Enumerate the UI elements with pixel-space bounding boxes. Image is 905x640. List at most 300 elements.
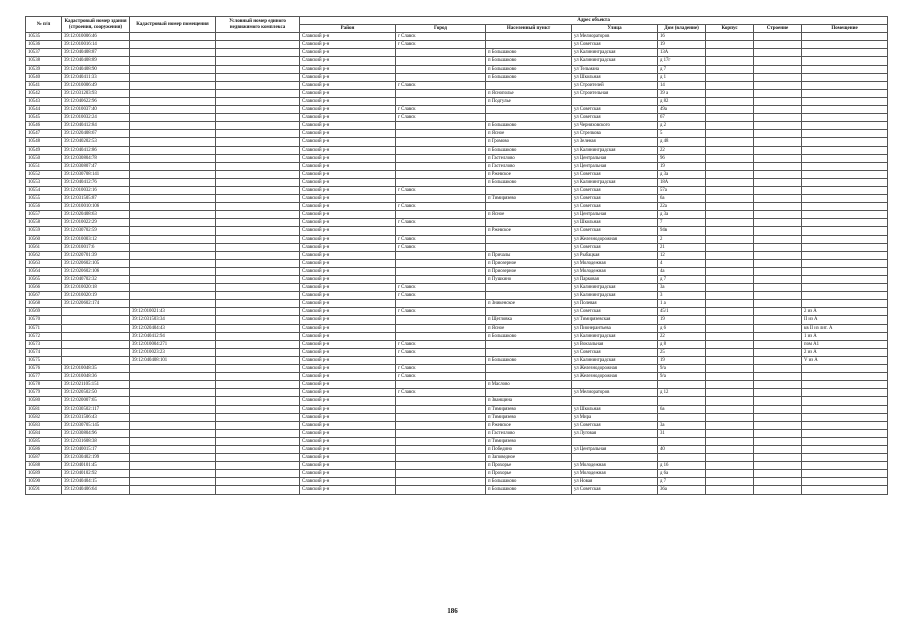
cell-street: ул Тельмана [572,65,658,73]
cell-complex-number [216,300,300,308]
cell-corpus [706,219,754,227]
cell-house: 7 [658,219,706,227]
table-row [26,470,888,478]
cell-district: Славский р-н [300,114,396,122]
cell-settlement: п Приозерное [486,267,572,275]
cell-room-cadastral [130,292,216,300]
cell-structure [754,219,802,227]
cell-city [396,316,486,324]
cell-settlement [486,33,572,41]
cell-city: г Славск [396,243,486,251]
table-row [26,259,888,267]
cell-district: Славский р-н [300,162,396,170]
cell-room-cadastral [130,89,216,97]
cell-structure [754,65,802,73]
cell-district: Славский р-н [300,219,396,227]
cell-house: 31 [658,429,706,437]
cell-house: д 6а [658,470,706,478]
cell-corpus [706,324,754,332]
cell-corpus [706,389,754,397]
cell-row-num: 10563 [26,259,62,267]
cell-corpus [706,73,754,81]
cell-district: Славский р-н [300,146,396,154]
cell-row-num: 10543 [26,97,62,105]
cell-row-num: 10542 [26,89,62,97]
cell-premise [802,389,888,397]
cell-row-num: 10553 [26,178,62,186]
cell-structure [754,130,802,138]
cell-room-cadastral [130,122,216,130]
cell-district: Славский р-н [300,49,396,57]
cell-street: ул Строителей [572,81,658,89]
cell-premise [802,195,888,203]
cell-building-cadastral: 39:12:010020:19 [62,292,130,300]
cell-row-num: 10564 [26,267,62,275]
cell-district: Славский р-н [300,389,396,397]
cell-house: 22 [658,146,706,154]
cell-row-num: 10555 [26,195,62,203]
cell-house: 19 [658,316,706,324]
cell-room-cadastral: 39:12:040408:101 [130,356,216,364]
table-row [26,138,888,146]
header-district: Район [300,25,396,33]
cell-corpus [706,122,754,130]
cell-complex-number [216,454,300,462]
cell-district: Славский р-н [300,259,396,267]
cell-building-cadastral: 39:12:020602:105 [62,259,130,267]
cell-district: Славский р-н [300,421,396,429]
cell-city [396,478,486,486]
cell-structure [754,195,802,203]
cell-district: Славский р-н [300,33,396,41]
cell-district: Славский р-н [300,73,396,81]
cell-building-cadastral: 39:12:010006:46 [62,33,130,41]
table-row [26,267,888,275]
cell-room-cadastral [130,405,216,413]
cell-complex-number [216,437,300,445]
cell-city: г Славск [396,389,486,397]
cell-corpus [706,203,754,211]
cell-city [396,57,486,65]
cell-complex-number [216,33,300,41]
table-row [26,365,888,373]
cell-structure [754,170,802,178]
cell-building-cadastral: 39:12:010022:29 [62,219,130,227]
cell-complex-number [216,130,300,138]
cell-building-cadastral: 39:12:010017:6 [62,243,130,251]
cell-room-cadastral [130,437,216,445]
cell-district: Славский р-н [300,486,396,494]
cell-settlement [486,308,572,316]
cell-corpus [706,97,754,105]
cell-complex-number [216,251,300,259]
cell-structure [754,340,802,348]
cell-street: ул Зеленая [572,138,658,146]
cell-building-cadastral: 39:12:020408:63 [62,211,130,219]
cell-corpus [706,89,754,97]
cell-complex-number [216,405,300,413]
cell-room-cadastral: 39:12:010021:43 [130,308,216,316]
table-row [26,454,888,462]
cell-settlement [486,186,572,194]
cell-complex-number [216,73,300,81]
table-row [26,186,888,194]
cell-house: 21 [658,243,706,251]
cell-row-num: 10582 [26,413,62,421]
cell-building-cadastral [62,316,130,324]
cell-settlement: п Большаково [486,486,572,494]
cell-complex-number [216,154,300,162]
cell-complex-number [216,97,300,105]
cell-city: г Славск [396,373,486,381]
table-row [26,300,888,308]
table-row [26,437,888,445]
cell-house: 6а [658,405,706,413]
cell-district: Славский р-н [300,97,396,105]
cell-street: ул Калининградская [572,146,658,154]
cell-city [396,146,486,154]
cell-building-cadastral: 39:12:010020:18 [62,284,130,292]
cell-district: Славский р-н [300,138,396,146]
cell-settlement [486,389,572,397]
cell-room-cadastral [130,429,216,437]
cell-street: ул Советская [572,486,658,494]
cell-room-cadastral [130,41,216,49]
cell-structure [754,259,802,267]
cell-complex-number [216,235,300,243]
cell-corpus [706,57,754,65]
table-row [26,405,888,413]
cell-district: Славский р-н [300,122,396,130]
cell-structure [754,437,802,445]
cell-complex-number [216,445,300,453]
table-row [26,195,888,203]
table-row [26,356,888,364]
cell-room-cadastral [130,130,216,138]
cell-city: г Славск [396,340,486,348]
cell-structure [754,178,802,186]
cell-district: Славский р-н [300,170,396,178]
cell-structure [754,186,802,194]
cell-house [658,437,706,445]
cell-structure [754,162,802,170]
cell-city: г Славск [396,219,486,227]
cell-building-cadastral [62,324,130,332]
cell-premise [802,259,888,267]
header-premise: Помещение [802,25,888,33]
cell-house: 3 [658,292,706,300]
cell-city: г Славск [396,81,486,89]
cell-corpus [706,429,754,437]
cell-complex-number [216,219,300,227]
cell-house: д 7 [658,478,706,486]
cell-district: Славский р-н [300,462,396,470]
cell-district: Славский р-н [300,243,396,251]
cell-complex-number [216,89,300,97]
cell-room-cadastral [130,211,216,219]
table-row [26,348,888,356]
cell-city [396,122,486,130]
cell-district: Славский р-н [300,445,396,453]
cell-house: 57а [658,186,706,194]
cell-city [396,130,486,138]
cell-settlement: п Ржевское [486,421,572,429]
cell-district: Славский р-н [300,405,396,413]
cell-street: ул Школьная [572,219,658,227]
cell-district: Славский р-н [300,308,396,316]
cell-house: 96 [658,154,706,162]
table-row [26,227,888,235]
cell-settlement [486,365,572,373]
cell-house: д 16 [658,462,706,470]
cell-building-cadastral: 39:12:040408:89 [62,57,130,65]
table-row [26,478,888,486]
cell-premise [802,478,888,486]
cell-city [396,154,486,162]
table-row [26,170,888,178]
cell-room-cadastral [130,251,216,259]
cell-room-cadastral [130,33,216,41]
cell-house: 39 а [658,89,706,97]
cell-premise [802,421,888,429]
cell-house: д 7 [658,276,706,284]
cell-row-num: 10557 [26,211,62,219]
cell-city: г Славск [396,292,486,300]
cell-room-cadastral [130,267,216,275]
cell-complex-number [216,308,300,316]
cell-row-num: 10556 [26,203,62,211]
cell-corpus [706,373,754,381]
cell-street: ул Полевая [572,300,658,308]
cell-street: ул Советская [572,203,658,211]
cell-district: Славский р-н [300,365,396,373]
cell-row-num: 10585 [26,437,62,445]
cell-house: 22 [658,332,706,340]
cell-street: ул Советская [572,41,658,49]
cell-corpus [706,33,754,41]
cell-row-num: 10562 [26,251,62,259]
cell-building-cadastral [62,332,130,340]
cell-complex-number [216,365,300,373]
cell-complex-number [216,389,300,397]
cell-district: Славский р-н [300,57,396,65]
cell-city: г Славск [396,33,486,41]
cell-settlement: п Прохорье [486,462,572,470]
cell-structure [754,413,802,421]
table-row [26,292,888,300]
table-row [26,130,888,138]
cell-room-cadastral [130,73,216,81]
cell-complex-number [216,57,300,65]
table-row [26,49,888,57]
cell-premise [802,154,888,162]
cell-settlement: п Большаково [486,65,572,73]
cell-row-num: 10536 [26,41,62,49]
cell-row-num: 10591 [26,486,62,494]
cell-premise [802,462,888,470]
cell-premise [802,429,888,437]
cell-corpus [706,365,754,373]
table-row [26,122,888,130]
cell-street: ул Школьная [572,73,658,81]
cell-district: Славский р-н [300,348,396,356]
cell-structure [754,89,802,97]
cell-district: Славский р-н [300,340,396,348]
table-row [26,462,888,470]
table-row [26,381,888,389]
cell-settlement: п Большаково [486,478,572,486]
cell-city: г Славск [396,284,486,292]
cell-row-num: 10575 [26,356,62,364]
cell-city [396,97,486,105]
cell-room-cadastral: 39:12:031503:34 [130,316,216,324]
cell-house: 2 [658,235,706,243]
table-row [26,97,888,105]
cell-room-cadastral [130,81,216,89]
cell-district: Славский р-н [300,178,396,186]
cell-corpus [706,259,754,267]
cell-complex-number [216,243,300,251]
cell-premise [802,276,888,284]
cell-street: ул Советская [572,170,658,178]
cell-city: г Славск [396,186,486,194]
cell-street [572,397,658,405]
cell-settlement: п Причалы [486,251,572,259]
cell-row-num: 10538 [26,57,62,65]
cell-building-cadastral: 39:12:040412:76 [62,178,130,186]
cell-complex-number [216,373,300,381]
cell-premise: V из А [802,356,888,364]
cell-district: Славский р-н [300,81,396,89]
cell-street [572,454,658,462]
table-row [26,203,888,211]
cell-structure [754,405,802,413]
cell-structure [754,486,802,494]
cell-corpus [706,397,754,405]
cell-building-cadastral: 39:12:040408:87 [62,49,130,57]
cell-settlement [486,348,572,356]
cell-corpus [706,478,754,486]
cell-city [396,421,486,429]
cell-premise [802,41,888,49]
header-row-top [26,17,888,25]
cell-premise [802,292,888,300]
cell-structure [754,429,802,437]
cell-premise: 1 из А [802,332,888,340]
cell-corpus [706,405,754,413]
cell-room-cadastral [130,219,216,227]
cell-corpus [706,106,754,114]
cell-complex-number [216,332,300,340]
cell-complex-number [216,470,300,478]
cell-room-cadastral [130,195,216,203]
table-row [26,114,888,122]
cell-structure [754,381,802,389]
table-row [26,211,888,219]
cell-street: ул Советская [572,243,658,251]
cell-premise [802,437,888,445]
cell-row-num: 10572 [26,332,62,340]
cell-settlement [486,235,572,243]
cell-house: 5 [658,130,706,138]
cell-room-cadastral [130,421,216,429]
cell-city: г Славск [396,308,486,316]
cell-city [396,49,486,57]
cell-structure [754,276,802,284]
cell-street: ул Калининградская [572,57,658,65]
cell-structure [754,49,802,57]
cell-city [396,397,486,405]
cell-premise: 2 из А [802,348,888,356]
cell-room-cadastral: 39:12:010023:23 [130,348,216,356]
table-row [26,276,888,284]
cell-building-cadastral: 39:12:040102:92 [62,470,130,478]
cell-city [396,462,486,470]
cell-corpus [706,332,754,340]
table-row [26,146,888,154]
cell-complex-number [216,114,300,122]
cell-city [396,211,486,219]
cell-complex-number [216,195,300,203]
cell-premise: 2 из А [802,308,888,316]
cell-house: 19 [658,356,706,364]
cell-corpus [706,243,754,251]
cell-corpus [706,49,754,57]
cell-corpus [706,130,754,138]
cell-structure [754,373,802,381]
cell-premise [802,219,888,227]
cell-row-num: 10580 [26,397,62,405]
cell-street: ул Молодежная [572,470,658,478]
cell-premise [802,57,888,65]
cell-city [396,413,486,421]
cell-district: Славский р-н [300,267,396,275]
cell-corpus [706,276,754,284]
cell-building-cadastral: 39:12:020007:65 [62,397,130,405]
cell-district: Славский р-н [300,413,396,421]
cell-complex-number [216,413,300,421]
cell-house: 19 [658,162,706,170]
cell-district: Славский р-н [300,227,396,235]
cell-corpus [706,65,754,73]
cell-district: Славский р-н [300,284,396,292]
page-number: 186 [447,607,458,615]
cell-district: Славский р-н [300,154,396,162]
cell-street: ул Советская [572,186,658,194]
cell-city [396,138,486,146]
cell-corpus [706,437,754,445]
cell-room-cadastral [130,146,216,154]
cell-row-num: 10590 [26,478,62,486]
cell-building-cadastral [62,340,130,348]
cell-house: 94в [658,227,706,235]
cell-premise [802,97,888,105]
cell-room-cadastral [130,114,216,122]
cell-room-cadastral [130,373,216,381]
table-row [26,486,888,494]
cell-settlement [486,340,572,348]
cell-city: г Славск [396,114,486,122]
cell-house [658,381,706,389]
cell-street: ул Калининградская [572,49,658,57]
cell-district: Славский р-н [300,324,396,332]
cell-row-num: 10568 [26,300,62,308]
cell-structure [754,292,802,300]
cell-settlement: п Приозерное [486,259,572,267]
table-row [26,445,888,453]
cell-street: ул Тимирязевская [572,316,658,324]
cell-settlement [486,114,572,122]
